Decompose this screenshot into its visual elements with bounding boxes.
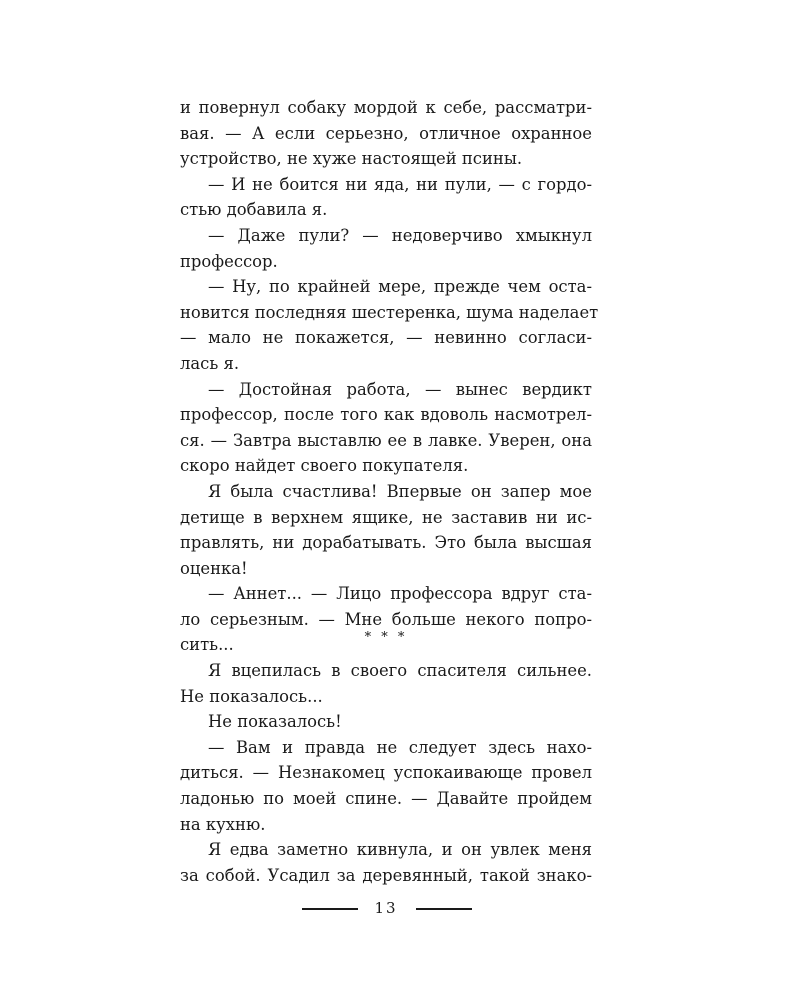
text-line: сить...	[180, 635, 234, 655]
page-number: 13	[374, 899, 398, 917]
text-line: — Достойная работа, — вынес вердикт	[208, 379, 592, 399]
text-line: Я была счастлива! Впервые он запер мое	[208, 481, 592, 501]
text-line: скоро найдет своего покупателя.	[180, 456, 469, 476]
text-line: на кухню.	[180, 814, 266, 834]
text-line: — И не боится ни яда, ни пули, — с гордо-	[208, 174, 592, 194]
text-line: устройство, не хуже настоящей псины.	[180, 149, 523, 169]
text-line: новится последняя шестеренка, шума наделает	[180, 302, 599, 322]
footer-rule-left	[302, 908, 358, 910]
page-footer	[180, 896, 592, 920]
text-line: Не показалось...	[180, 686, 323, 706]
text-line: — Ну, по крайней мере, прежде чем оста-	[208, 277, 592, 297]
text-section-before-break	[180, 95, 599, 658]
text-line: диться. — Незнакомец успокаивающе провел	[180, 763, 592, 783]
text-line: лась я.	[180, 353, 240, 373]
text-line: Не показалось!	[208, 712, 342, 732]
text-line: — Аннет... — Лицо профессора вдруг ста-	[208, 584, 592, 604]
text-line: профессор, после того как вдоволь насмотрел-	[180, 405, 592, 425]
text-line: — мало не покажется, — невинно согласи-	[180, 328, 592, 348]
text-line: — Даже пули? — недоверчиво хмыкнул	[208, 225, 592, 245]
text-line: профессор.	[180, 251, 278, 271]
text-line: — Вам и правда не следует здесь нахо-	[208, 737, 592, 757]
text-section-after-break	[180, 658, 592, 888]
text-line: Я едва заметно кивнула, и он увлек меня	[208, 840, 592, 860]
text-line: и повернул собаку мордой к себе, рассматри-	[180, 98, 592, 117]
text-line: Я вцепилась в своего спасителя сильнее.	[208, 661, 592, 680]
footer-rule-right	[416, 908, 472, 910]
text-line: стью добавила я.	[180, 200, 328, 220]
text-line: за собой. Усадил за деревянный, такой знако-	[180, 865, 592, 885]
text-line: ло серьезным. — Мне больше некого попро-	[180, 609, 592, 629]
text-line: ся. — Завтра выставлю ее в лавке. Уверен, она	[180, 430, 592, 450]
scene-break: * * *	[364, 630, 408, 645]
text-line: детище в верхнем ящике, не заставив ни ис-	[180, 507, 592, 527]
text-line: вая. — А если серьезно, отличное охранное	[180, 123, 592, 143]
text-line: правлять, ни дорабатывать. Это была высшая	[180, 533, 592, 553]
text-line: оценка!	[180, 558, 248, 578]
text-line: ладонью по моей спине. — Давайте пройдем	[180, 788, 592, 808]
